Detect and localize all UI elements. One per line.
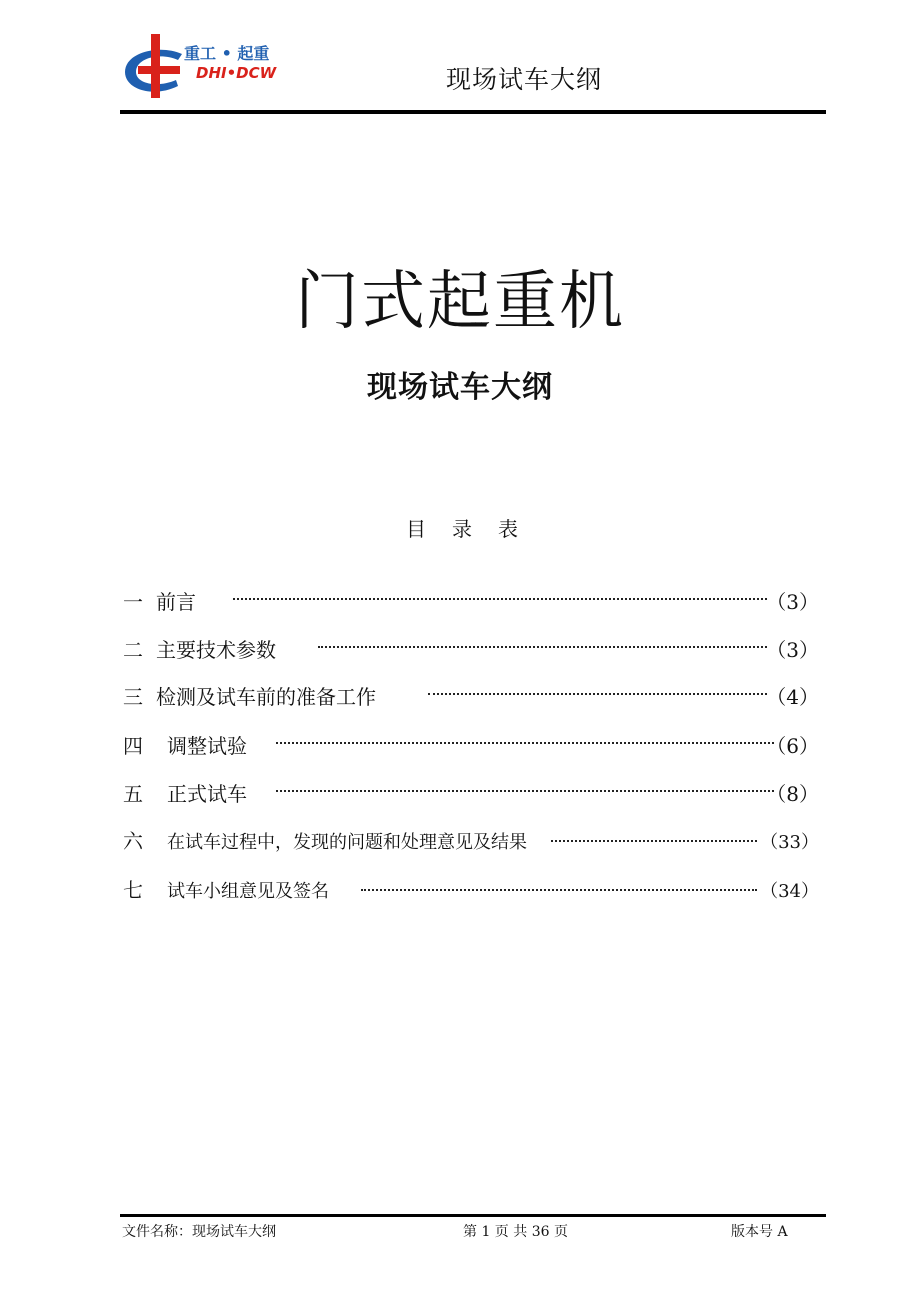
toc-item-number: 六 xyxy=(123,829,143,853)
toc-item[interactable] xyxy=(123,877,819,907)
toc-item-number: 七 xyxy=(123,878,143,902)
footer-divider xyxy=(120,1214,826,1217)
toc-item-page: （33） xyxy=(760,832,819,853)
toc-item-page: （34） xyxy=(760,881,819,902)
svg-text:重工 • 起重: 重工 • 起重 xyxy=(184,44,270,63)
toc-item-label: 调整试验 xyxy=(167,734,247,758)
toc-item-page: （3） xyxy=(766,590,819,614)
toc-item[interactable] xyxy=(123,681,819,711)
toc-item-label: 前言 xyxy=(156,590,196,614)
toc-item[interactable] xyxy=(123,828,819,858)
sub-title: 现场试车大纲 xyxy=(367,370,553,405)
main-title: 门式起重机 xyxy=(295,265,625,339)
toc-item-label: 在试车过程中，发现的问题和处理意见及结果 xyxy=(167,832,527,853)
toc-item-page: （3） xyxy=(766,638,819,662)
toc-leader-dots xyxy=(276,790,774,792)
toc-heading: 目录表 xyxy=(406,517,544,541)
footer-file-name: 文件名称：现场试车大纲 xyxy=(122,1224,276,1240)
header-title: 现场试车大纲 xyxy=(446,65,603,94)
toc-item-page: （8） xyxy=(766,782,819,806)
toc-item-number: 四 xyxy=(123,734,143,758)
toc-leader-dots xyxy=(428,693,767,695)
toc-item-page: （6） xyxy=(766,734,819,758)
toc-item[interactable] xyxy=(123,778,819,808)
footer-page-info: 第 1 页 共 36 页 xyxy=(463,1224,568,1240)
toc-leader-dots xyxy=(551,840,757,842)
toc-item-label: 检测及试车前的准备工作 xyxy=(156,685,376,709)
toc-leader-dots xyxy=(318,646,767,648)
toc-item-label: 正式试车 xyxy=(167,782,247,806)
toc-item[interactable] xyxy=(123,730,819,760)
svg-text:DHI•DCW: DHI•DCW xyxy=(196,64,277,82)
header-divider xyxy=(120,110,826,114)
toc-item-number: 五 xyxy=(123,782,143,806)
toc-leader-dots xyxy=(233,598,767,600)
toc-item-number: 三 xyxy=(123,685,143,709)
toc-item-page: （4） xyxy=(766,685,819,709)
toc-item-number: 二 xyxy=(123,638,143,662)
toc-item-label: 主要技术参数 xyxy=(156,638,276,662)
toc-leader-dots xyxy=(276,742,774,744)
toc-item-number: 一 xyxy=(123,590,143,614)
toc-leader-dots xyxy=(361,889,757,891)
company-logo xyxy=(120,30,310,102)
toc-item[interactable] xyxy=(123,634,819,664)
toc-item[interactable] xyxy=(123,586,819,616)
footer-version: 版本号 A xyxy=(731,1224,788,1240)
toc-item-label: 试车小组意见及签名 xyxy=(167,881,329,902)
